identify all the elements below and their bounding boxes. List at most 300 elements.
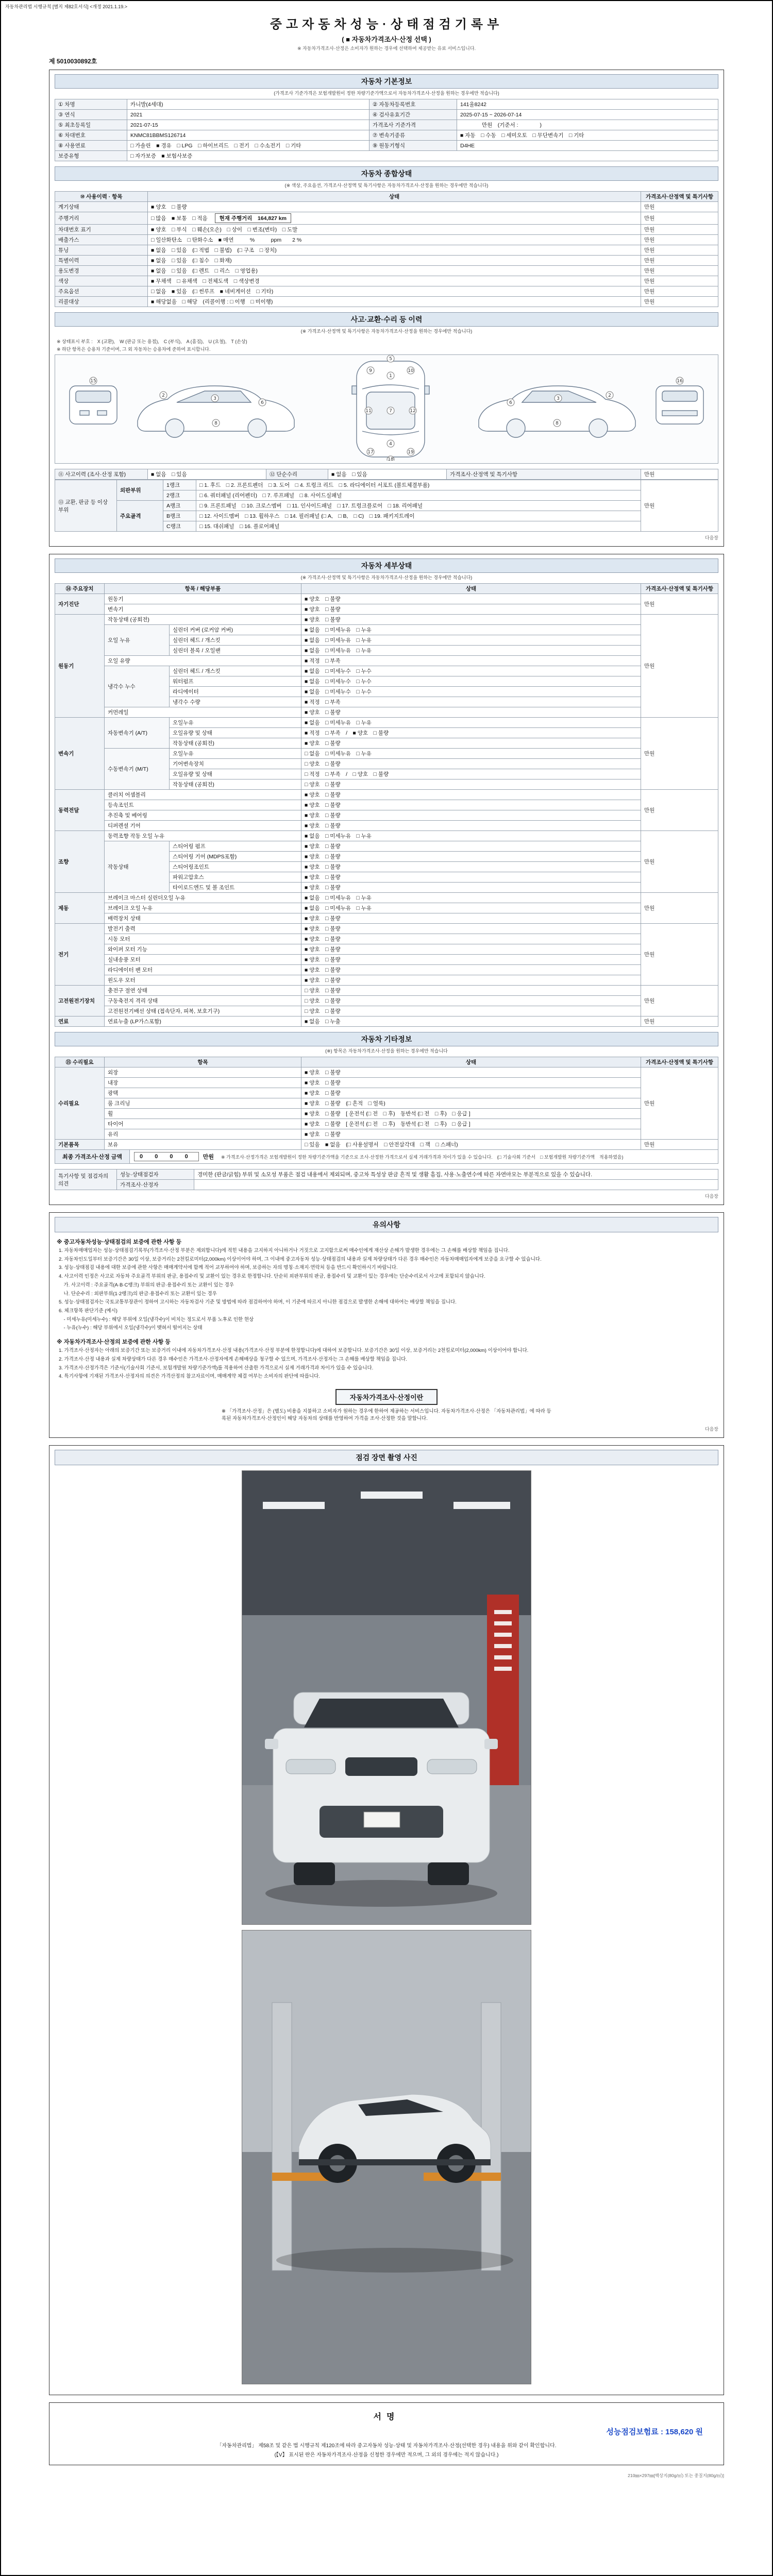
item-state: ■ 양호 □ 불량 bbox=[301, 790, 641, 800]
table-row bbox=[55, 913, 718, 924]
remarks-text bbox=[194, 1180, 718, 1190]
table-row bbox=[55, 841, 718, 852]
price-cell: 만원 bbox=[641, 790, 718, 831]
table-row bbox=[55, 469, 718, 480]
accident-history-state: ■ 없음 □ 있음 bbox=[148, 469, 266, 480]
basic-info-table bbox=[55, 99, 718, 161]
svg-text:1: 1 bbox=[389, 374, 392, 379]
device-category: 전기 bbox=[55, 924, 105, 986]
accident-history-table bbox=[55, 469, 718, 480]
overall-condition-table bbox=[55, 191, 718, 307]
field-value: □ 가솔린 ■ 경유 □ LPG □ 하이브리드 □ 전기 □ 수소전기 □ 기타 bbox=[127, 141, 369, 151]
table-row bbox=[55, 986, 718, 996]
remarks-author: 가격조사·산정자 bbox=[117, 1180, 194, 1190]
section-title-overall: 자동차 종합상태 bbox=[55, 166, 718, 181]
item-name: 오일누유 bbox=[170, 718, 301, 728]
item-name: 외장 bbox=[105, 1067, 301, 1078]
notes-item: 1. 자동차매매업자는 성능·상태점검기록부(가격조사·산정 부분은 제외합니다)에 적힌 내용을 고지하지 아니하거나 거짓으로 고지함으로써 매수인에게 재산상 손해가 발생한 경우에는 그 손해를 배상할 책임을 집니다. bbox=[59, 1248, 510, 1253]
col-item: 항목 / 해당부품 bbox=[105, 584, 301, 594]
col-repair: ⑮ 수리필요 bbox=[55, 1057, 105, 1067]
sheet-basic bbox=[49, 70, 724, 547]
item-state: □ 양호 □ 불량 bbox=[301, 1006, 641, 1016]
table-row bbox=[55, 1170, 718, 1180]
parts-items: □ 1. 후드 □ 2. 프론트펜더 □ 3. 도어 □ 4. 트렁크 리드 □ 5. 라디에이터 서포트 (볼트체결부품) bbox=[196, 480, 641, 490]
field-label: ④ 검사유효기간 bbox=[369, 110, 457, 120]
table-row bbox=[55, 276, 718, 286]
item-name: 고전원전기배선 상태 (접속단자, 피복, 보호기구) bbox=[105, 1006, 301, 1016]
table-row bbox=[55, 235, 718, 245]
item-state: ■ 없음 □ 미세누유 □ 누유 bbox=[301, 718, 641, 728]
notes-item: 5. 성능·상태점검자는 국토교통부장관이 정하여 고시하는 자동차검사 기준 및 방법에 따라 점검하여야 하며, 이 기준에 따르지 아니한 점검으로 발생한 손해에 대하여는 배상할 책임을 집니다. bbox=[59, 1299, 457, 1306]
item-state: ■ 양호 □ 불량 bbox=[301, 924, 641, 934]
notes-item: 3. 가격조사·산정가격은 기준서(기술사회 기준서, 보험개발원 차량기준가액)를 적용하여 산출한 가격으로서 실제 거래가격과 차이가 있을 수 있습니다. bbox=[59, 1365, 374, 1371]
table-row bbox=[55, 1006, 718, 1016]
item-state: ■ 없음 □ 미세누유 □ 누유 bbox=[301, 646, 641, 656]
item-name: 등속조인트 bbox=[105, 800, 301, 810]
remarks-author: 성능·상태점검자 bbox=[117, 1170, 194, 1180]
field-label: ① 차명 bbox=[55, 99, 127, 110]
accident-price: 만원 bbox=[641, 469, 718, 480]
item-name: 실린더 헤드 / 개스킷 bbox=[170, 635, 301, 646]
table-row bbox=[55, 110, 718, 120]
item-name: 시동 모터 bbox=[105, 934, 301, 944]
field-value: 2025-07-15 ~ 2026-07-14 bbox=[457, 110, 718, 120]
item-name: 오일 유량 bbox=[105, 656, 301, 666]
table-row bbox=[55, 955, 718, 965]
table-row bbox=[55, 1088, 718, 1098]
price-cell: 만원 bbox=[641, 1067, 718, 1140]
parts-items: □ 9. 프론트패널 □ 10. 크로스멤버 □ 11. 인사이드패널 □ 17. 트렁크플로어 □ 18. 리어패널 bbox=[196, 501, 641, 511]
field-value: ■ 자동 □ 수동 □ 세미오토 □ 무단변속기 □ 기타 bbox=[457, 130, 718, 141]
item-state: ■ 양호 □ 불량 bbox=[301, 1078, 641, 1088]
item-name: 추진축 및 베어링 bbox=[105, 810, 301, 821]
table-row bbox=[55, 1180, 718, 1190]
table-row bbox=[55, 944, 718, 955]
device-category: 수리필요 bbox=[55, 1067, 105, 1140]
notes-item: 나. 단순수리 : 외판부위(1·2랭크)의 판금·용접수리 또는 교환이 있는 경우 bbox=[59, 1291, 217, 1297]
item-name: 스티어링조인트 bbox=[170, 862, 301, 872]
field-label: ⑦ 변속기종류 bbox=[369, 130, 457, 141]
table-row bbox=[55, 625, 718, 635]
table-row bbox=[55, 810, 718, 821]
document-subnote: ※ 자동차가격조사·산정은 소비자가 원하는 경우에 선택하여 제공받는 유료 서비스입니다. bbox=[297, 46, 476, 51]
row-label: 색상 bbox=[55, 276, 148, 286]
table-row bbox=[55, 212, 718, 225]
price-cell: 만원 bbox=[641, 718, 718, 790]
item-state: □ 있음 ■ 없음 (□ 사용설명서 □ 안전삼각대 □ 잭 □ 스패너) bbox=[301, 1140, 641, 1150]
section-note-accident: (※ 가격조사·산정액 및 특기사항은 자동차가격조사·산정을 원하는 경우에만 적습니다) bbox=[300, 329, 473, 334]
notes-item: 6. 체크항목 판단기준 (예시) bbox=[59, 1308, 117, 1314]
price-cell: 만원 bbox=[641, 225, 718, 235]
price-cell: 만원 bbox=[641, 893, 718, 924]
notes-body bbox=[55, 1238, 718, 1381]
device-category: 자기진단 bbox=[55, 594, 105, 615]
row-state: ■ 무채색 □ 유채색 □ 전체도색 □ 색상변경 bbox=[148, 276, 641, 286]
item-state: ■ 양호 □ 불량 bbox=[301, 841, 641, 852]
field-value: □ 자가보증 ■ 보험사보증 bbox=[127, 151, 718, 161]
vehicle-diagram-svg bbox=[55, 355, 718, 461]
item-name: 라디에이터 팬 모터 bbox=[105, 965, 301, 975]
table-row bbox=[55, 1140, 718, 1150]
item-state: ■ 양호 □ 불량 (□ 흔적 □ 얼룩) bbox=[301, 1098, 641, 1109]
table-row bbox=[55, 266, 718, 276]
notes-item: 4. 사고이력 인정은 사고로 자동차 주요골격 부위의 판금, 용접수리 및 교환이 있는 경우로 한정합니다. 단순히 외판부위의 판금, 용접수리 및 교환이 있는 경우에는 단순수리로서 사고에 포함되지 않습니다. bbox=[59, 1274, 485, 1280]
device-category: 연료 bbox=[55, 1016, 105, 1027]
table-row bbox=[55, 965, 718, 975]
item-state: ■ 적정 □ 부족 / ■ 양호 □ 불량 bbox=[301, 728, 641, 738]
row-label: 용도변경 bbox=[55, 266, 148, 276]
item-name: 휠 bbox=[105, 1109, 301, 1119]
table-row bbox=[55, 297, 718, 307]
table-header-row bbox=[55, 584, 718, 594]
sheet-photos bbox=[49, 1445, 724, 2395]
parts-rank: B랭크 bbox=[163, 511, 196, 521]
device-category: 조향 bbox=[55, 831, 105, 893]
item-name: 연료누출 (LP가스포함) bbox=[105, 1016, 301, 1027]
parts-items: □ 6. 쿼터패널 (리어펜더) □ 7. 루프패널 □ 8. 사이드실패널 bbox=[196, 490, 641, 501]
price-cell: 만원 bbox=[641, 1140, 718, 1150]
table-row bbox=[55, 1078, 718, 1088]
field-value: 만원 (기준서 : ) bbox=[457, 120, 718, 130]
page-title: 중고자동차성능·상태점검기록부 bbox=[270, 18, 503, 31]
item-state: ■ 없음 □ 누출 bbox=[301, 1016, 641, 1027]
item-state: ■ 없음 □ 미세누유 □ 누유 bbox=[301, 635, 641, 646]
item-name: 라디에이터 bbox=[170, 687, 301, 697]
svg-text:2: 2 bbox=[608, 393, 611, 398]
inspection-insurance-fee: 성능점검보험료 : 158,620 원 bbox=[606, 2427, 703, 2436]
item-state: ■ 없음 □ 미세누유 □ 누유 bbox=[301, 903, 641, 913]
device-category: 제동 bbox=[55, 893, 105, 924]
col-price: 가격조사·산정액 및 특기사항 bbox=[641, 1057, 718, 1067]
document-number: 제 5010030892호 bbox=[49, 58, 97, 65]
accident-price-header: 가격조사·산정액 및 특기사항 bbox=[447, 469, 641, 480]
item-state: □ 없음 □ 미세누유 □ 누유 bbox=[301, 749, 641, 759]
remarks-title: 특기사항 및 점검자의 의견 bbox=[55, 1170, 117, 1190]
table-row bbox=[55, 1109, 718, 1119]
price-cell: 만원 bbox=[641, 924, 718, 986]
simple-repair-state: ■ 없음 □ 있음 bbox=[328, 469, 447, 480]
item-name: 타이로드엔드 및 볼 조인트 bbox=[170, 883, 301, 893]
svg-text:19: 19 bbox=[408, 450, 414, 455]
vehicle-damage-diagram bbox=[55, 354, 718, 464]
item-name: 타이어 bbox=[105, 1119, 301, 1129]
table-row bbox=[55, 790, 718, 800]
item-name: 실내송풍 모터 bbox=[105, 955, 301, 965]
item-state: ■ 양호 □ 불량 bbox=[301, 1129, 641, 1140]
table-row bbox=[55, 202, 718, 212]
device-subgroup: 자동변속기 (A/T) bbox=[105, 718, 170, 749]
row-label: 주행거리 bbox=[55, 212, 148, 225]
accident-history-label: ⑪ 사고이력 (조사·산정 포함) bbox=[55, 469, 148, 480]
table-row bbox=[55, 120, 718, 130]
svg-text:16: 16 bbox=[677, 379, 683, 384]
item-name: 변속기 bbox=[105, 604, 301, 615]
price-definition-title: 자동차가격조사·산정이란 bbox=[335, 1389, 438, 1405]
row-label: 리콜대상 bbox=[55, 297, 148, 307]
item-name: 오일누유 bbox=[170, 749, 301, 759]
table-row bbox=[55, 225, 718, 235]
table-row bbox=[55, 996, 718, 1006]
svg-text:9: 9 bbox=[369, 368, 372, 374]
table-row bbox=[55, 924, 718, 934]
field-value: 141울8242 bbox=[457, 99, 718, 110]
col-state: 상태 bbox=[301, 584, 641, 594]
item-state: ■ 양호 □ 불량 bbox=[301, 1067, 641, 1078]
svg-text:4: 4 bbox=[389, 442, 392, 447]
item-state: □ 적정 □ 부족 / □ 양호 □ 불량 bbox=[301, 769, 641, 779]
parts-group: 외판부위 bbox=[117, 480, 163, 501]
item-state: ■ 없음 □ 미세누수 □ 누수 bbox=[301, 687, 641, 697]
table-row bbox=[55, 141, 718, 151]
next-page-mark: 다음장 bbox=[704, 1194, 718, 1199]
item-state: □ 양호 □ 불량 bbox=[301, 996, 641, 1006]
device-subgroup: 수동변속기 (M/T) bbox=[105, 749, 170, 790]
table-row bbox=[55, 749, 718, 759]
table-row bbox=[55, 831, 718, 841]
parts-label: ⑬ 교환, 판금 등 이상 부위 bbox=[55, 480, 117, 532]
item-state: ■ 양호 □ 불량 bbox=[301, 852, 641, 862]
item-name: 발전기 출력 bbox=[105, 924, 301, 934]
field-value: D4HE bbox=[457, 141, 718, 151]
section-note-detail: (※ 가격조사·산정액 및 특기사항은 자동차가격조사·산정을 원하는 경우에만 적습니다) bbox=[300, 575, 473, 580]
item-name: 디퍼렌셜 기어 bbox=[105, 821, 301, 831]
item-state: ■ 양호 □ 불량 bbox=[301, 975, 641, 986]
parts-rank: 1랭크 bbox=[163, 480, 196, 490]
device-subgroup: 작동상태 bbox=[105, 841, 170, 893]
field-value: 카니발(4세대) bbox=[127, 99, 369, 110]
parts-rank: C랭크 bbox=[163, 521, 196, 532]
svg-text:8: 8 bbox=[214, 421, 217, 426]
table-row bbox=[55, 1067, 718, 1078]
item-name: 배력장치 상태 bbox=[105, 913, 301, 924]
table-row bbox=[55, 256, 718, 266]
row-state: ■ 양호 □ 부식 □ 훼손(오손) □ 상이 □ 변조(변타) □ 도말 bbox=[148, 225, 641, 235]
field-label: ⑨ 원동기형식 bbox=[369, 141, 457, 151]
row-state: ■ 없음 □ 있음 (□ 적법 □ 불법) (□ 구조 □ 장치) bbox=[148, 245, 641, 256]
item-state: ■ 없음 □ 미세누수 □ 누수 bbox=[301, 676, 641, 687]
table-row bbox=[55, 99, 718, 110]
item-state: ■ 없음 □ 미세누유 □ 누유 bbox=[301, 893, 641, 903]
item-name: 작동상태 (공회전) bbox=[170, 779, 301, 790]
item-state: ■ 양호 □ 불량 bbox=[301, 821, 641, 831]
table-row bbox=[55, 604, 718, 615]
col-price: 가격조사·산정액 및 특기사항 bbox=[641, 192, 718, 202]
document-subtitle: ( ■ 자동차가격조사·산정 선택 ) bbox=[342, 36, 431, 43]
table-row bbox=[55, 707, 718, 718]
table-row bbox=[55, 151, 718, 161]
row-label: 특별이력 bbox=[55, 256, 148, 266]
section-note-overall: (※ 색상, 주요옵션, 가격조사·산정액 및 특기사항은 자동차가격조사·산정을 원하는 경우에만 적습니다) bbox=[284, 183, 489, 188]
device-category: 기본품목 bbox=[55, 1140, 105, 1150]
table-row bbox=[55, 903, 718, 913]
table-row bbox=[55, 656, 718, 666]
device-subgroup: 오일 누유 bbox=[105, 625, 170, 656]
item-name: 커먼레일 bbox=[105, 707, 301, 718]
item-name: 스티어링 펌프 bbox=[170, 841, 301, 852]
item-state: ■ 양호 □ 불량 [ 운전석 (□ 전 □ 후) 동반석 (□ 전 □ 후) □ 응급 ] bbox=[301, 1119, 641, 1129]
field-label: 가격조사 기준가격 bbox=[369, 120, 457, 130]
item-state: ■ 양호 □ 불량 bbox=[301, 872, 641, 883]
notes-item: - 누유(누수) : 해당 부위에서 오일(냉각수)이 맺혀서 떨어지는 상태 bbox=[59, 1325, 203, 1331]
item-name: 파워고압호스 bbox=[170, 872, 301, 883]
item-state: ■ 없음 □ 미세누유 □ 누유 bbox=[301, 831, 641, 841]
item-state: □ 양호 □ 불량 bbox=[301, 779, 641, 790]
item-state: ■ 양호 □ 불량 bbox=[301, 944, 641, 955]
parts-rank: A랭크 bbox=[163, 501, 196, 511]
item-name: 기어변속장치 bbox=[170, 759, 301, 769]
section-title-basic: 자동차 기본정보 bbox=[55, 74, 718, 89]
next-page-mark: 다음장 bbox=[704, 1426, 718, 1432]
inspection-photo-lift bbox=[242, 1930, 531, 2384]
item-name: 오일유량 및 상태 bbox=[170, 769, 301, 779]
table-header-row bbox=[55, 192, 718, 202]
field-label: ③ 연식 bbox=[55, 110, 127, 120]
table-row bbox=[55, 286, 718, 297]
field-value: 2021-07-15 bbox=[127, 120, 369, 130]
item-name: 냉각수 수량 bbox=[170, 697, 301, 707]
svg-text:11: 11 bbox=[365, 409, 372, 414]
table-row bbox=[55, 821, 718, 831]
item-name: 실린더 블록 / 오일팬 bbox=[170, 646, 301, 656]
item-state: ■ 적정 □ 부족 bbox=[301, 656, 641, 666]
current-mileage: 현재 주행거리 164,827 km bbox=[215, 213, 291, 223]
section-note-etc: (※) 항목은 자동차가격조사·산정을 원하는 경우에만 적습니다 bbox=[325, 1048, 448, 1054]
table-row bbox=[55, 594, 718, 604]
item-state: ■ 양호 □ 불량 bbox=[301, 1088, 641, 1098]
notes-item: 4. 특기사항에 기재된 가격조사·산정자의 의견은 가격산정의 참고자료이며, 매매계약 체결 여부는 소비자의 판단에 따릅니다. bbox=[59, 1374, 320, 1380]
row-label: 계기상태 bbox=[55, 202, 148, 212]
price-cell: 만원 bbox=[641, 256, 718, 266]
svg-text:15: 15 bbox=[90, 379, 96, 384]
svg-text:18: 18 bbox=[388, 457, 394, 461]
field-label: ⑧ 사용연료 bbox=[55, 141, 127, 151]
table-row bbox=[55, 1119, 718, 1129]
next-page-mark: 다음장 bbox=[704, 535, 718, 540]
item-state: ■ 없음 □ 미세누유 □ 누유 bbox=[301, 625, 641, 635]
price-cell: 만원 bbox=[641, 202, 718, 212]
table-row bbox=[55, 1098, 718, 1109]
svg-text:8: 8 bbox=[556, 421, 559, 426]
price-cell: 만원 bbox=[641, 266, 718, 276]
price-cell: 만원 bbox=[641, 297, 718, 307]
row-state: □ 많음 ■ 보통 □ 적음 현재 주행거리 164,827 km bbox=[148, 212, 641, 225]
parts-items: □ 12. 사이드멤버 □ 13. 휠하우스 □ 14. 필러패널 (□ A, □ B, □ C) □ 19. 패키지트레이 bbox=[196, 511, 641, 521]
price-cell: 만원 bbox=[641, 286, 718, 297]
item-name: 윈도우 모터 bbox=[105, 975, 301, 986]
simple-repair-label: ⑫ 단순수리 bbox=[266, 469, 328, 480]
table-row bbox=[55, 245, 718, 256]
item-name: 워터펌프 bbox=[170, 676, 301, 687]
item-state: ■ 없음 □ 미세누수 □ 누수 bbox=[301, 666, 641, 676]
notes-heading: ※ 중고자동차성능·상태점검의 보증에 관한 사항 등 bbox=[57, 1239, 182, 1245]
item-name: 클러치 어셈블리 bbox=[105, 790, 301, 800]
price-cell: 만원 bbox=[641, 1016, 718, 1027]
svg-text:6: 6 bbox=[509, 400, 512, 405]
item-name: 실린더 헤드 / 개스킷 bbox=[170, 666, 301, 676]
table-row bbox=[55, 1016, 718, 1027]
price-cell: 만원 bbox=[641, 594, 718, 615]
price-cell: 만원 bbox=[641, 276, 718, 286]
item-state: ■ 양호 □ 불량 bbox=[301, 862, 641, 872]
svg-text:12: 12 bbox=[410, 409, 416, 414]
notes-item: 1. 가격조사·산정자는 아래의 보증기간 또는 보증거리 이내에 자동차가격조사·산정 내용(가격조사·산정 부분에 한정합니다)에 대하여 보증합니다. 보증기간은 30일 이상, 보증거리는 2천킬로미터(2,000km) 이상이어야 합니다. bbox=[59, 1348, 529, 1354]
remarks-table bbox=[55, 1169, 718, 1190]
item-state: □ 양호 □ 불량 bbox=[301, 759, 641, 769]
notes-item: - 미세누유(미세누수) : 해당 부위에 오일(냉각수)이 비치는 정도로서 부품 노후로 인한 현상 bbox=[59, 1316, 254, 1323]
field-label: ⑤ 최초등록일 bbox=[55, 120, 127, 130]
item-state: ■ 양호 □ 불량 bbox=[301, 707, 641, 718]
parts-rank: 2랭크 bbox=[163, 490, 196, 501]
inspection-photo-front bbox=[242, 1470, 531, 1925]
etc-info-table bbox=[55, 1057, 718, 1150]
item-name: 구동축전지 격리 상태 bbox=[105, 996, 301, 1006]
svg-text:7: 7 bbox=[389, 409, 392, 414]
item-name: 오일유량 및 상태 bbox=[170, 728, 301, 738]
price-cell: 만원 bbox=[641, 245, 718, 256]
row-state: ■ 양호 □ 불량 bbox=[148, 202, 641, 212]
item-name: 유리 bbox=[105, 1129, 301, 1140]
notes-item: 3. 성능·상태점검 내용에 대한 보증에 관한 사항은 매매계약서에 함께 적어 교부하여야 하며, 보증하는 자의 명칭·소재지·연락처 등을 반드시 확인하시기 바랍니다. bbox=[59, 1265, 398, 1271]
row-state: ■ 없음 □ 있음 (□ 렌트 □ 리스 □ 영업용) bbox=[148, 266, 641, 276]
device-category: 동력전달 bbox=[55, 790, 105, 831]
price-cell: 만원 bbox=[641, 480, 718, 532]
item-state: ■ 양호 □ 불량 bbox=[301, 934, 641, 944]
field-label: 보증유형 bbox=[55, 151, 127, 161]
field-value: KNMC81BBMS126714 bbox=[127, 130, 369, 141]
parts-group: 주요골격 bbox=[117, 501, 163, 532]
svg-text:2: 2 bbox=[162, 393, 165, 398]
svg-text:3: 3 bbox=[213, 396, 216, 401]
item-name: 내장 bbox=[105, 1078, 301, 1088]
price-cell: 만원 bbox=[641, 615, 718, 718]
price-cell: 만원 bbox=[641, 235, 718, 245]
price-cell: 만원 bbox=[641, 986, 718, 1016]
sheet-sign bbox=[49, 2402, 724, 2465]
item-name: 보유 bbox=[105, 1140, 301, 1150]
table-row bbox=[55, 975, 718, 986]
field-label: ② 자동차등록번호 bbox=[369, 99, 457, 110]
item-state: ■ 양호 □ 불량 bbox=[301, 955, 641, 965]
table-header-row bbox=[55, 1057, 718, 1067]
item-name: 브레이크 마스터 실린더오일 누유 bbox=[105, 893, 301, 903]
row-label: 배출가스 bbox=[55, 235, 148, 245]
signature-note: (【V】 표시된 란은 자동차가격조사·산정을 신청한 경우에만 적으며, 그 외의 경우에는 적지 않습니다.) bbox=[274, 2452, 499, 2458]
notes-heading: ※ 자동차가격조사·산정의 보증에 관한 사항 등 bbox=[57, 1339, 171, 1346]
final-price-note: ※ 가격조사·산정가격은 보험개발원이 정한 차량기준가액을 기준으로 조사·산정한 가격으로서 실제 거래가격과 차이가 있을 수 있습니다. (□ 기술사회 기준서 □ 보험개발원 차량기준가액 적용하였음) bbox=[221, 1154, 624, 1160]
sheet-detail bbox=[49, 554, 724, 1205]
final-price-label: 최종 가격조사·산정 금액 bbox=[55, 1150, 130, 1163]
item-state: ■ 양호 □ 불량 [ 운전석 (□ 전 □ 후) 동반석 (□ 전 □ 후) □ 응급 ] bbox=[301, 1109, 641, 1119]
row-state: □ 없음 ■ 있음 (□ 썬루프 ■ 네비게이션 □ 기타) bbox=[148, 286, 641, 297]
table-row bbox=[55, 1129, 718, 1140]
notes-item: 2. 자동차인도일부터 보증기간은 30일 이상, 보증거리는 2천킬로미터(2,000km) 이상이어야 하며, 그 이내에 중고자동차 성능·상태점검의 내용과 실제 차량상태가 다른 경우 매수인은 자동차매매업자에게 보증을 요구할 수 있습니다. bbox=[59, 1256, 542, 1262]
price-cell: 만원 bbox=[641, 212, 718, 225]
notes-item: 2. 가격조사·산정 내용과 실제 차량상태가 다른 경우 매수인은 가격조사·산정자에게 손해배상을 청구할 수 있으며, 가격조사·산정자는 그 손해를 배상할 책임을 집니다. bbox=[59, 1356, 407, 1362]
item-name: 와이퍼 모터 기능 bbox=[105, 944, 301, 955]
item-state: ■ 양호 □ 불량 bbox=[301, 594, 641, 604]
table-row bbox=[55, 666, 718, 676]
price-cell: 만원 bbox=[641, 831, 718, 893]
table-row bbox=[55, 893, 718, 903]
detail-condition-table bbox=[55, 583, 718, 1027]
col-item: ⑩ 사용이력 · 항목 bbox=[55, 192, 148, 202]
form-reference: 자동차관리법 시행규칙 [별지 제82호서식] <개정 2021.1.19.> bbox=[5, 4, 128, 9]
section-note-basic: (가격조사 기준가격은 보험개발원이 정한 차량기준가액으로서 자동차가격조사·산정을 원하는 경우에만 적습니다) bbox=[274, 91, 499, 96]
final-price-amount: 0 0 0 0 bbox=[134, 1152, 199, 1161]
damage-basis-legend: ※ 하단 항목은 승용차 기준이며, 그 외 자동차는 승용차에 준하여 표시합니다. bbox=[57, 347, 211, 352]
price-definition-box bbox=[222, 1389, 551, 1423]
row-state: ■ 없음 □ 있음 (□ 침수 □ 화재) bbox=[148, 256, 641, 266]
